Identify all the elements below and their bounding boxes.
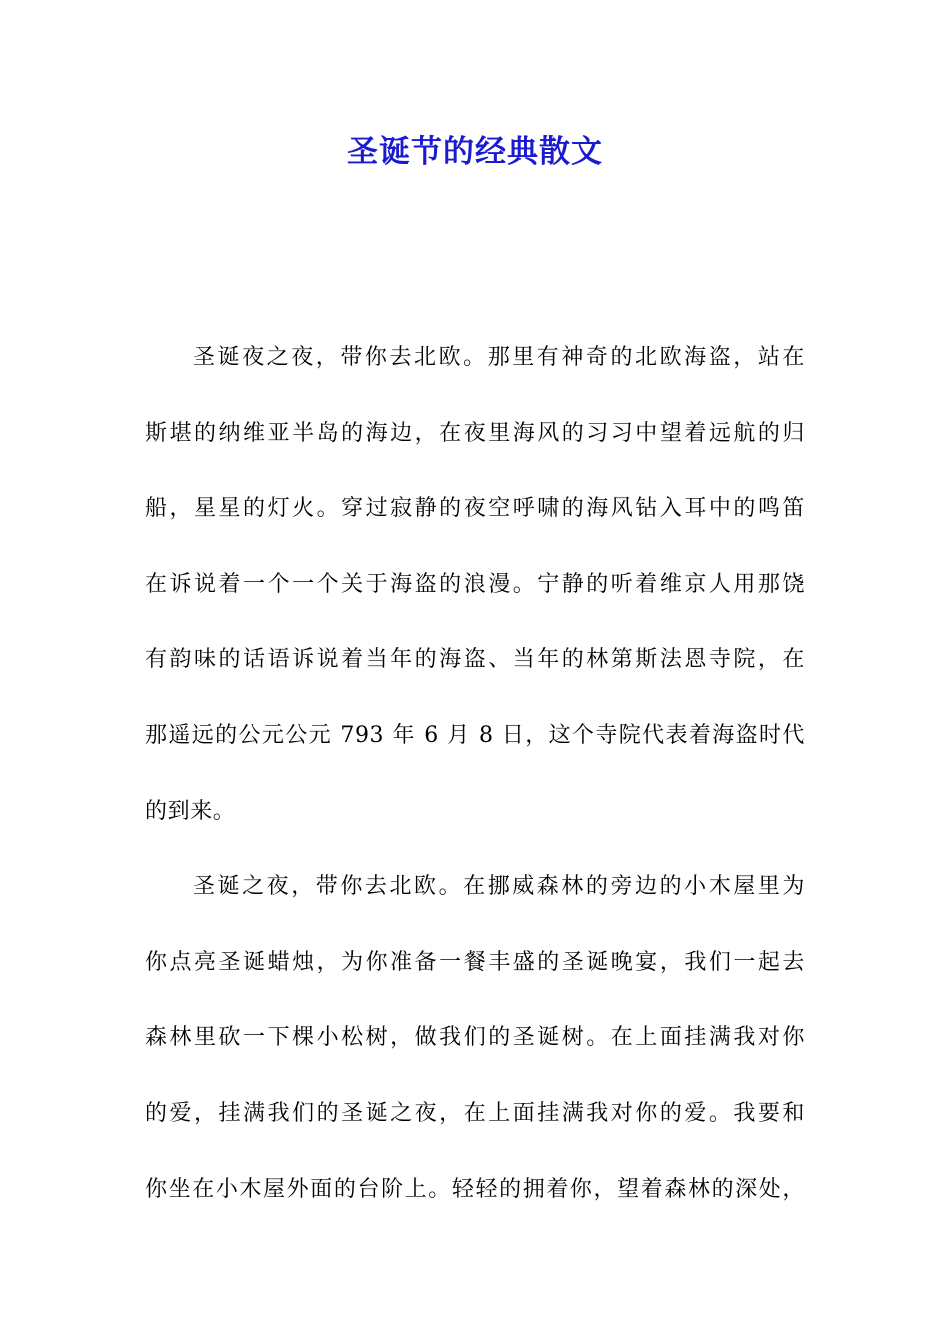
paragraph-2-line-1: 圣诞之夜，带你去北欧。在挪威森林的旁边的小木屋里为 bbox=[193, 874, 805, 900]
paragraph-1-line-6: 那遥远的公元公元 793 年 6 月 8 日，这个寺院代表着海盗时代 bbox=[145, 722, 805, 748]
paragraph-2-line-5: 你坐在小木屋外面的台阶上。轻轻的拥着你，望着森林的深处， bbox=[145, 1176, 805, 1202]
paragraph-2-line-4: 的爱，挂满我们的圣诞之夜，在上面挂满我对你的爱。我要和 bbox=[145, 1100, 805, 1126]
paragraph-1-line-1: 圣诞夜之夜，带你去北欧。那里有神奇的北欧海盗，站在 bbox=[193, 345, 805, 370]
document-body bbox=[145, 340, 805, 1247]
paragraph-1-line-4: 在诉说着一个一个关于海盗的浪漫。宁静的听着维京人用那饶 bbox=[145, 571, 805, 597]
paragraph-2-line-2: 你点亮圣诞蜡烛，为你准备一餐丰盛的圣诞晚宴，我们一起去 bbox=[145, 949, 805, 975]
paragraph-1-line-2: 斯堪的纳维亚半岛的海边，在夜里海风的习习中望着远航的归 bbox=[145, 420, 805, 446]
document-title: 圣诞节的经典散文 bbox=[347, 134, 603, 170]
paragraph-1-line-3: 船，星星的灯火。穿过寂静的夜空呼啸的海风钻入耳中的鸣笛 bbox=[145, 496, 805, 522]
paragraph-1-line-5: 有韵味的话语诉说着当年的海盗、当年的林第斯法恩寺院，在 bbox=[145, 647, 805, 673]
paragraph-1-line-7: 的到来。 bbox=[145, 798, 236, 824]
paragraph-2-line-3: 森林里砍一下棵小松树，做我们的圣诞树。在上面挂满我对你 bbox=[145, 1025, 805, 1051]
